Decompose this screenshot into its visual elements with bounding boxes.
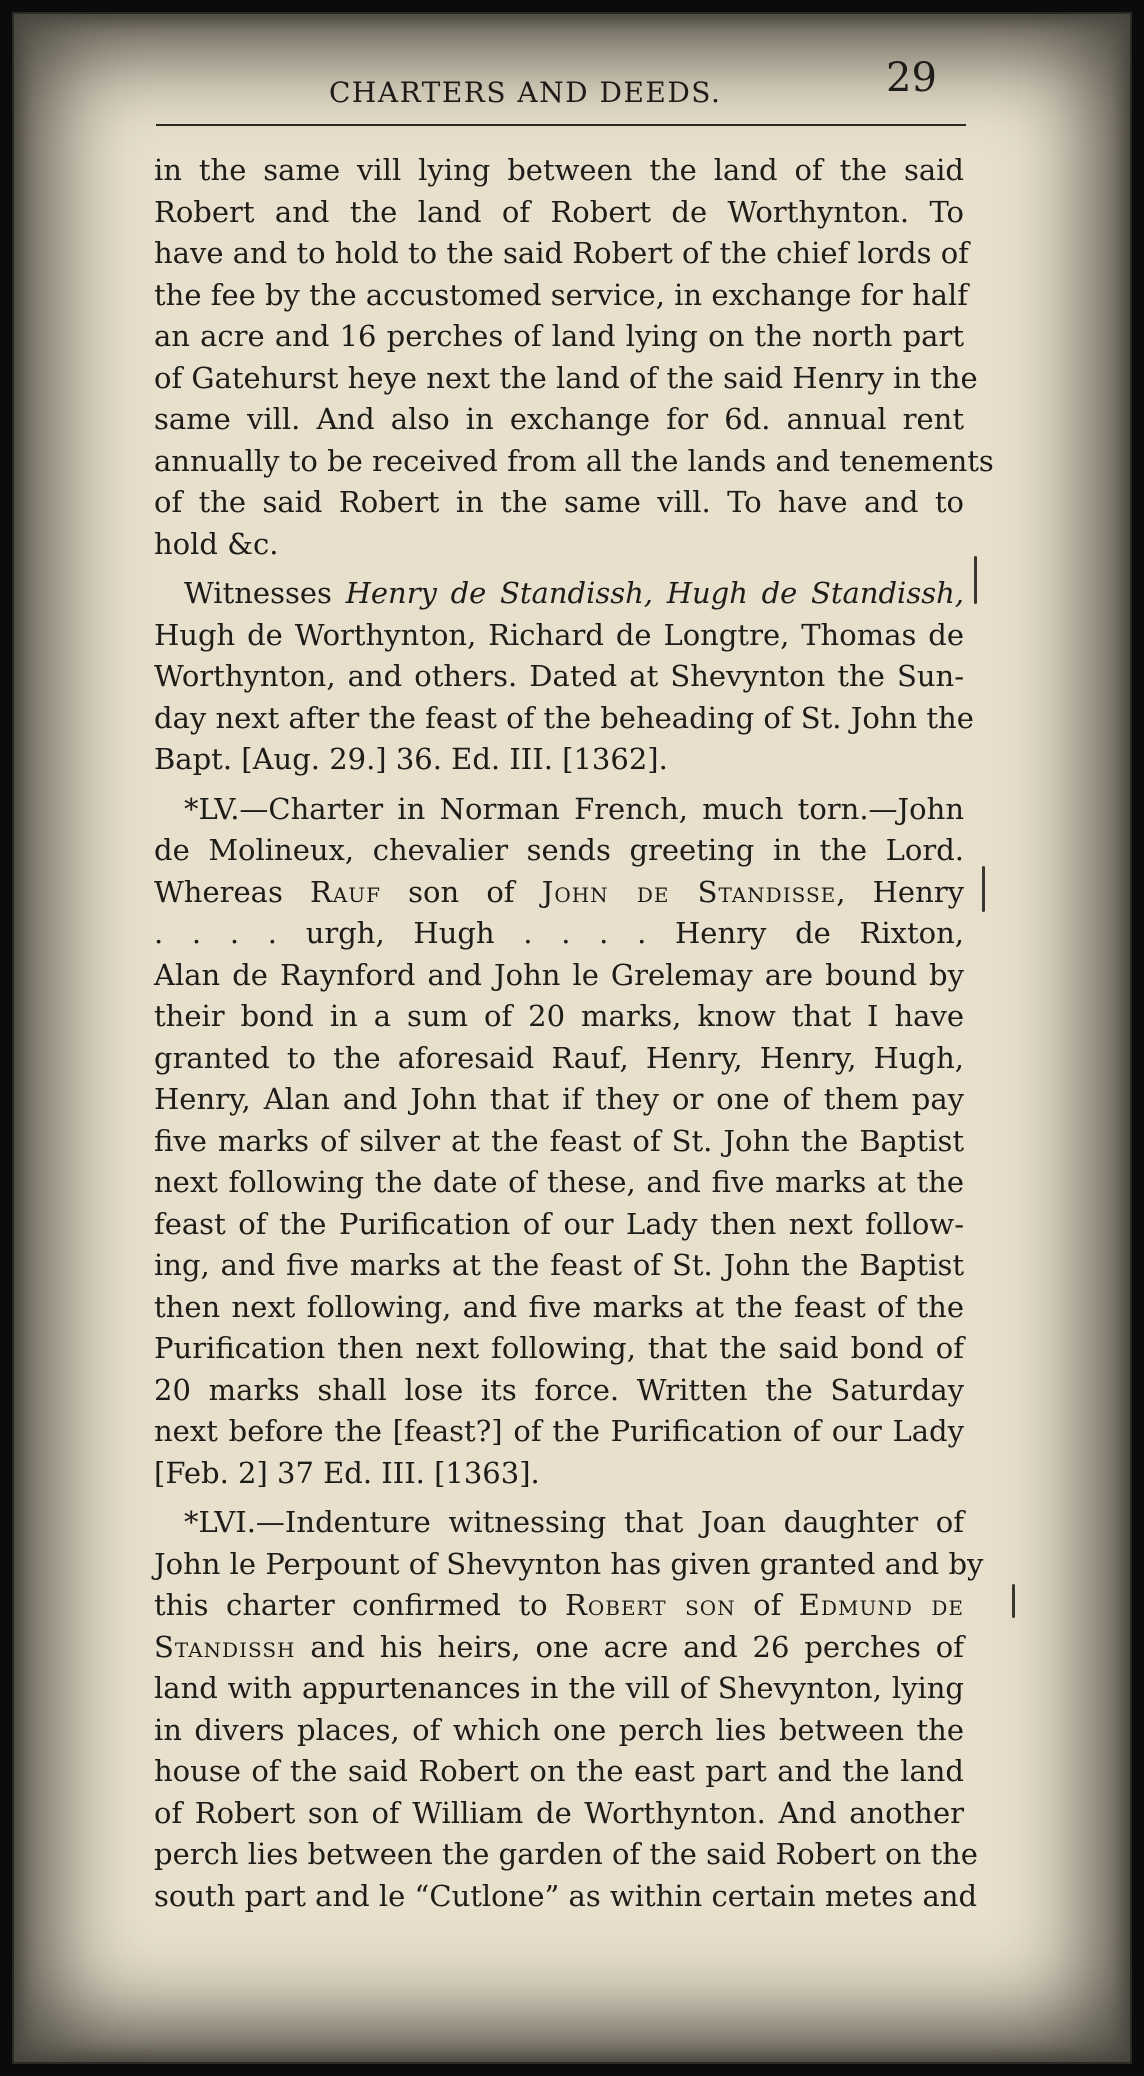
text-run: this charter confirmed to <box>154 1588 566 1622</box>
text-line <box>154 872 964 914</box>
witnesses-label: Witnesses <box>184 576 346 610</box>
text-line <box>154 573 964 615</box>
text-line: next before the [feast?] of the Purification of our Lady <box>154 1414 964 1448</box>
text-line <box>154 1585 964 1627</box>
text-line: house of the said Robert on the east part and the land <box>154 1754 964 1788</box>
text-line: an acre and 16 perches of land lying on the north part <box>154 319 964 353</box>
header-rule <box>156 124 966 126</box>
text-line: same vill. And also in exchange for 6d. annual rent <box>154 402 964 436</box>
text-line: have and to hold to the said Robert of the chief lords of <box>154 236 969 270</box>
text-line: Robert and the land of Robert de Worthynton. To <box>154 194 964 229</box>
text-line: de Molineux, chevalier sends greeting in the Lord. <box>154 833 964 867</box>
text-line: [Feb. 2] 37 Ed. III. [1363]. <box>154 1455 540 1490</box>
text-line: *LVI.—Indenture witnessing that Joan daughter of <box>184 1505 964 1539</box>
text-line: Alan de Raynford and John le Grelemay are bound by <box>154 957 964 992</box>
page-header <box>134 54 984 114</box>
small-caps-name: Rauf <box>310 874 382 909</box>
running-title: CHARTERS AND DEEDS. <box>329 76 722 109</box>
margin-pencil-mark <box>1012 1584 1015 1618</box>
text-run: son of <box>381 874 542 909</box>
text-line: then next following, and five marks at the feast of the <box>154 1289 964 1324</box>
text-line: annually to be received from all the lands and tenements <box>154 443 994 478</box>
text-line: feast of the Purification of our Lady then next follow- <box>154 1206 964 1241</box>
text-run: , Henry <box>836 874 965 909</box>
text-line: perch lies between the garden of the said Robert on the <box>154 1837 978 1871</box>
text-line: ing, and five marks at the feast of St. John the Baptist <box>154 1248 964 1282</box>
text-line: hold &c. <box>154 526 279 561</box>
text-line: their bond in a sum of 20 marks, know that I have <box>154 999 964 1033</box>
text-line: Hugh de Worthynton, Richard de Longtre, Thomas de <box>154 617 964 652</box>
paragraph-charter-lv <box>154 789 964 1495</box>
text-line: south part and le “Cutlone” as within certain metes and <box>154 1878 978 1913</box>
text-line: of Robert son of William de Worthynton. And another <box>154 1795 964 1830</box>
book-page <box>134 54 994 1994</box>
text-line: Bapt. [Aug. 29.] 36. Ed. III. [1362]. <box>154 742 668 776</box>
photo-frame <box>12 12 1132 2064</box>
text-line: of the said Robert in the same vill. To have and to <box>154 485 964 519</box>
text-line: granted to the aforesaid Rauf, Henry, Henry, Hugh, <box>154 1040 964 1075</box>
text-line <box>154 1627 964 1669</box>
text-line: in divers places, of which one perch lies between the <box>154 1712 964 1747</box>
margin-pencil-mark <box>974 556 977 604</box>
text-line: five marks of silver at the feast of St. John the Baptist <box>154 1123 964 1158</box>
text-line: land with appurtenances in the vill of Shevynton, lying <box>154 1671 964 1705</box>
small-caps-name: Robert son <box>565 1588 736 1622</box>
small-caps-name: Edmund de <box>798 1588 964 1622</box>
body-text <box>154 150 994 1925</box>
text-line: Henry, Alan and John that if they or one of them pay <box>154 1082 964 1116</box>
text-line: day next after the feast of the beheading of St. John the <box>154 700 974 735</box>
text-run: of <box>735 1588 799 1622</box>
paragraph-deed-continuation <box>154 150 994 565</box>
small-caps-name: John de Standisse <box>541 874 837 909</box>
text-line: 20 marks shall lose its force. Written the Saturday <box>154 1372 964 1407</box>
margin-pencil-mark <box>982 866 985 912</box>
text-line: Worthynton, and others. Dated at Shevynton the Sun- <box>154 659 964 693</box>
small-caps-name: Standissh <box>154 1629 296 1664</box>
text-line: John le Perpount of Shevynton has given granted and by <box>154 1546 984 1581</box>
paragraph-witnesses <box>154 573 974 781</box>
text-run: and his heirs, one acre and 26 perches of <box>295 1629 964 1664</box>
text-line: next following the date of these, and five marks at the <box>154 1165 964 1199</box>
text-line: of Gatehurst heye next the land of the said Henry in the <box>154 360 978 395</box>
text-line: the fee by the accustomed service, in exchange for half <box>154 277 968 312</box>
text-line: . . . . urgh, Hugh . . . . Henry de Rixton, <box>154 916 964 950</box>
text-line: *LV.—Charter in Norman French, much torn.—John <box>184 791 964 826</box>
text-line: Purification then next following, that the said bond of <box>154 1331 964 1365</box>
text-line: in the same vill lying between the land of the said <box>154 153 964 187</box>
paragraph-indenture-lvi <box>154 1502 984 1917</box>
witness-names-italic: Henry de Standissh, Hugh de Standissh, <box>345 576 964 610</box>
text-run: Whereas <box>154 874 310 909</box>
page-number: 29 <box>886 55 937 101</box>
